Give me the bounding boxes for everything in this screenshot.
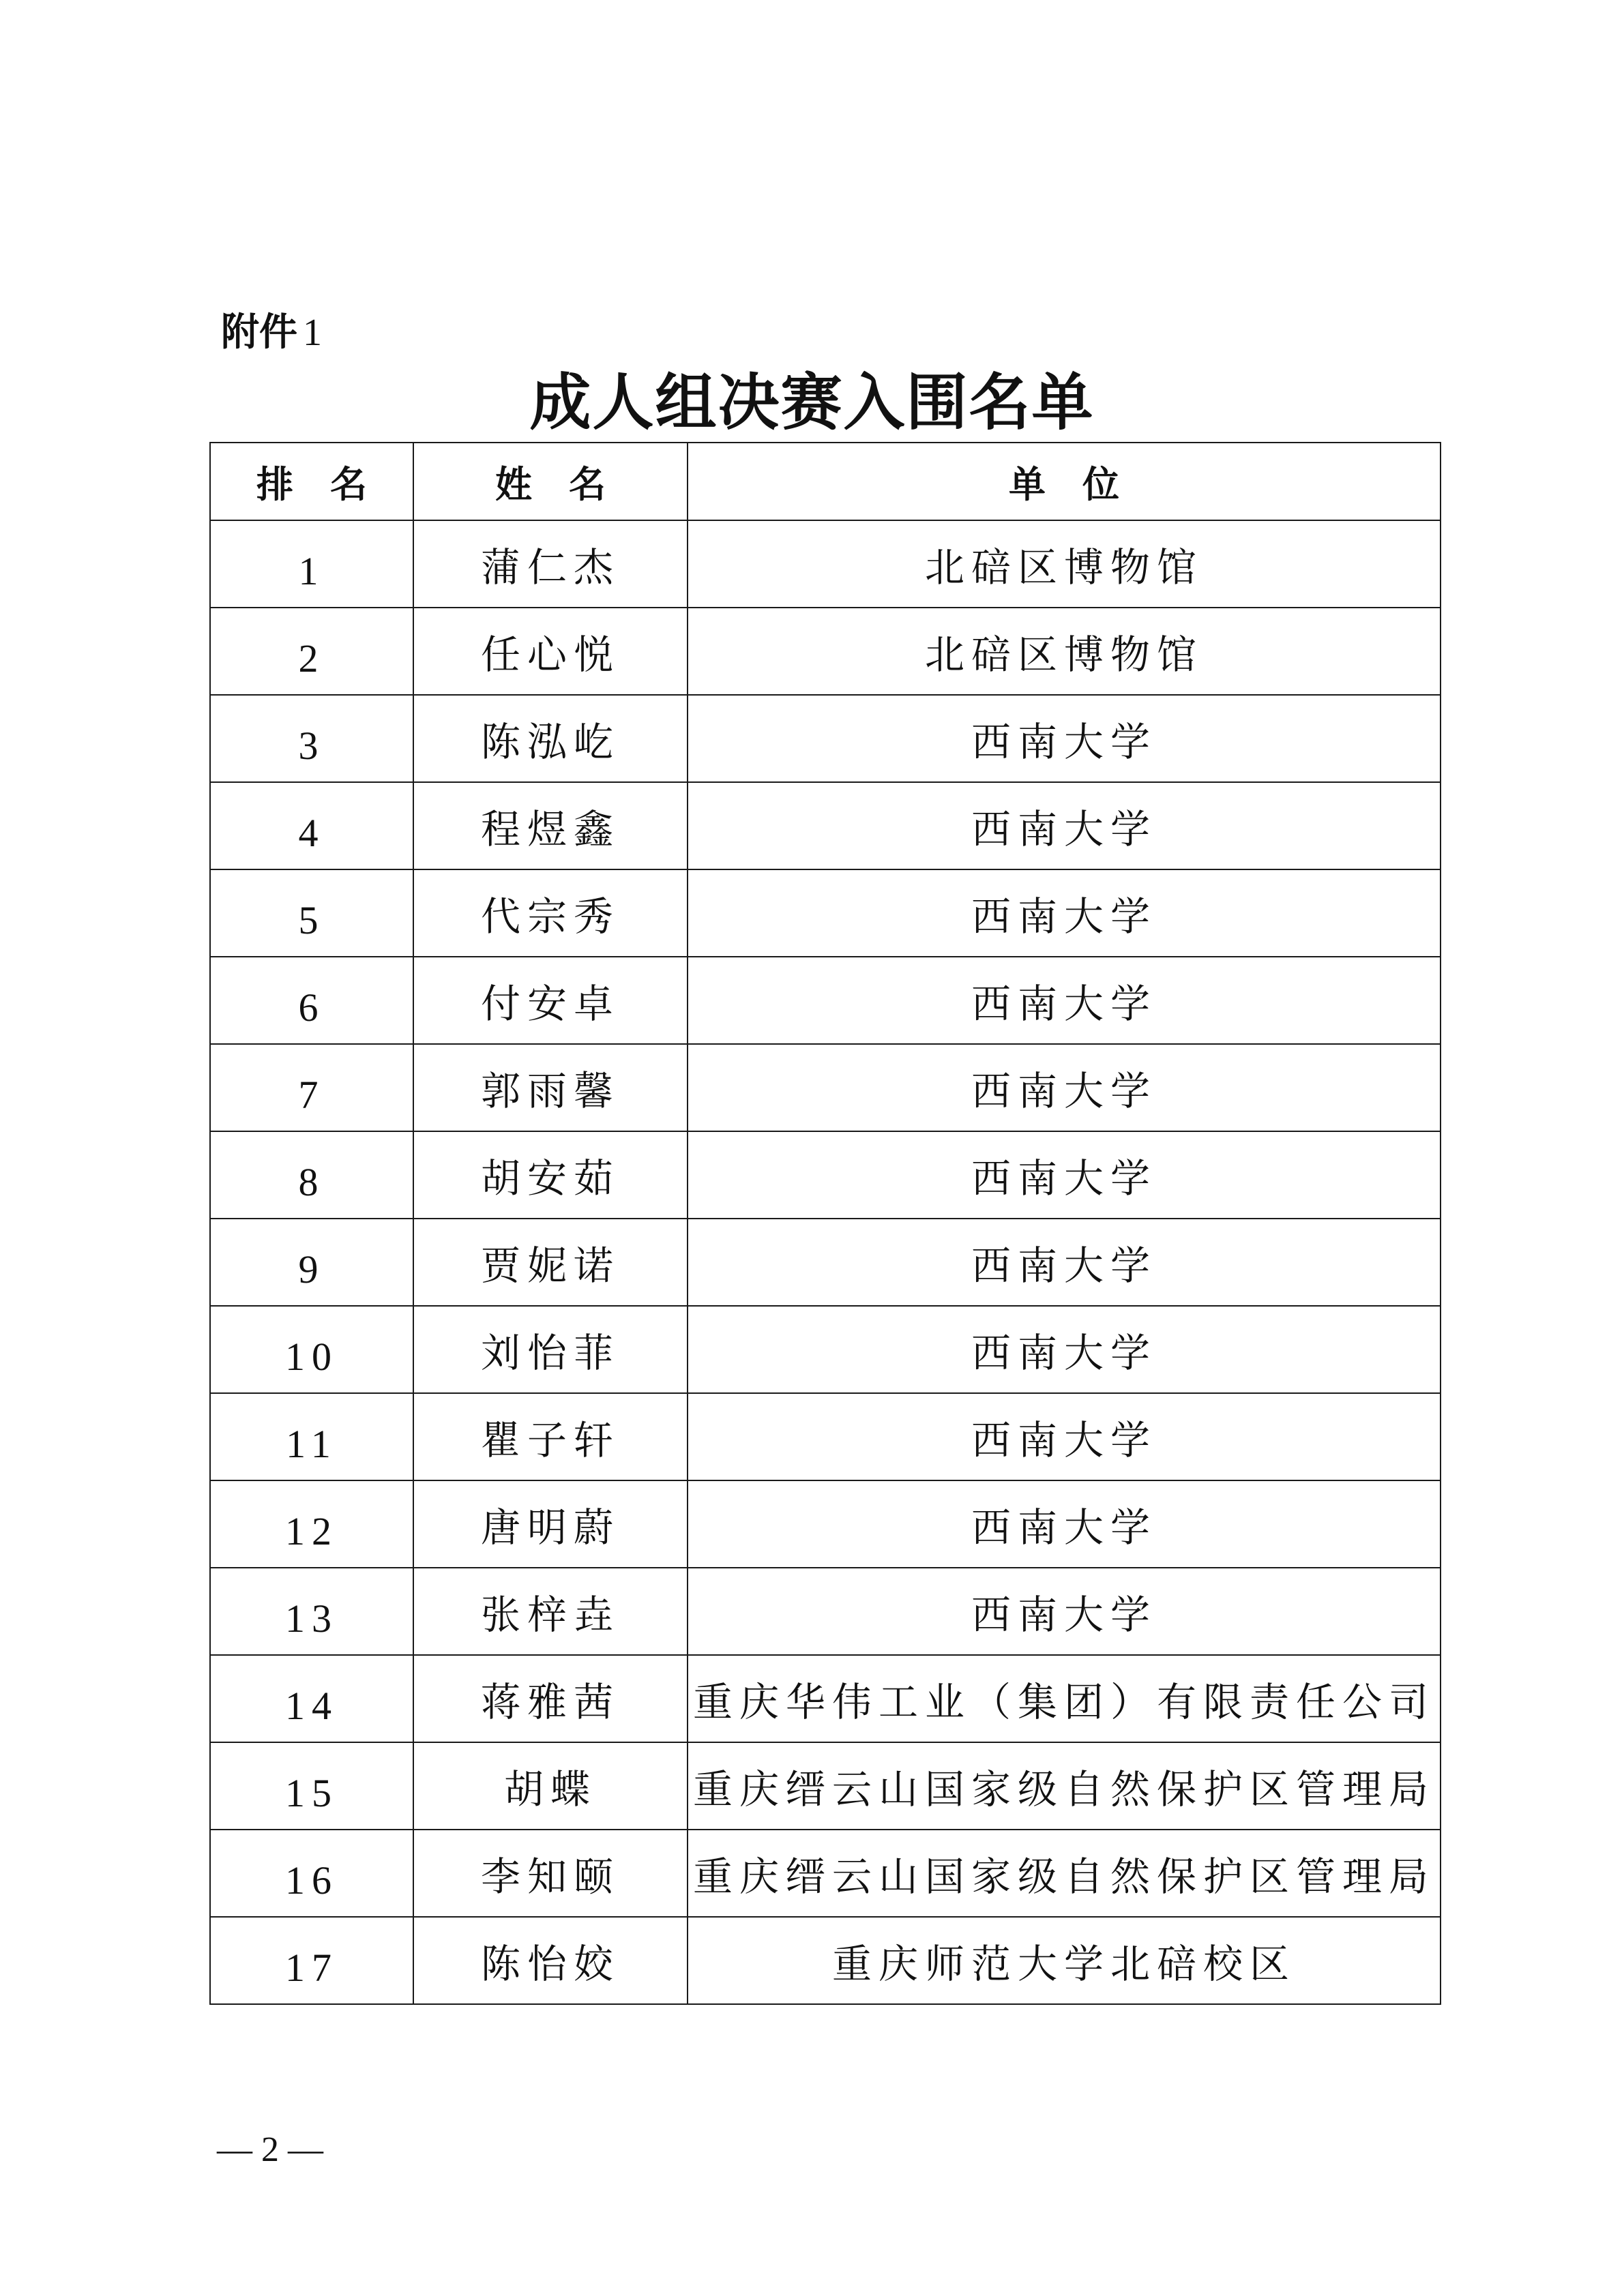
cell-rank: 16 [210, 1830, 413, 1917]
table-row [210, 1131, 1441, 1219]
attachment-number: 1 [303, 312, 322, 354]
header-name: 姓 名 [413, 443, 688, 520]
table-body [210, 520, 1441, 2004]
cell-rank: 14 [210, 1655, 413, 1742]
cell-rank: 9 [210, 1219, 413, 1306]
table-row [210, 695, 1441, 782]
cell-name: 蒲仁杰 [413, 520, 688, 608]
cell-rank: 12 [210, 1480, 413, 1568]
cell-unit: 北碚区博物馆 [688, 608, 1441, 695]
cell-rank: 7 [210, 1044, 413, 1131]
cell-unit: 西南大学 [688, 1393, 1441, 1480]
table-row [210, 1306, 1441, 1393]
cell-name: 程煜鑫 [413, 782, 688, 869]
header-unit: 单 位 [688, 443, 1441, 520]
table-row [210, 1219, 1441, 1306]
cell-name: 付安卓 [413, 957, 688, 1044]
table-row [210, 1830, 1441, 1917]
header-rank: 排 名 [210, 443, 413, 520]
table-row [210, 520, 1441, 608]
cell-unit: 北碚区博物馆 [688, 520, 1441, 608]
table-header [210, 443, 1441, 520]
cell-rank: 13 [210, 1568, 413, 1655]
cell-name: 张梓垚 [413, 1568, 688, 1655]
finalist-table [209, 442, 1441, 2005]
cell-name: 任心悦 [413, 608, 688, 695]
cell-name: 陈泓屹 [413, 695, 688, 782]
cell-name: 胡蝶 [413, 1742, 688, 1830]
cell-rank: 15 [210, 1742, 413, 1830]
cell-name: 李知颐 [413, 1830, 688, 1917]
cell-unit: 西南大学 [688, 1131, 1441, 1219]
cell-name: 郭雨馨 [413, 1044, 688, 1131]
cell-name: 唐明蔚 [413, 1480, 688, 1568]
table-row [210, 608, 1441, 695]
cell-unit: 西南大学 [688, 869, 1441, 957]
attachment-label-text: 附件 [221, 310, 297, 355]
cell-rank: 4 [210, 782, 413, 869]
table-row [210, 1655, 1441, 1742]
cell-rank: 5 [210, 869, 413, 957]
table-row [210, 1568, 1441, 1655]
table-row [210, 869, 1441, 957]
cell-rank: 1 [210, 520, 413, 608]
cell-unit: 西南大学 [688, 957, 1441, 1044]
cell-rank: 6 [210, 957, 413, 1044]
cell-rank: 10 [210, 1306, 413, 1393]
table-row [210, 782, 1441, 869]
cell-name: 胡安茹 [413, 1131, 688, 1219]
cell-unit: 重庆华伟工业（集团）有限责任公司 [688, 1655, 1441, 1742]
cell-unit: 重庆缙云山国家级自然保护区管理局 [688, 1830, 1441, 1917]
cell-name: 陈怡姣 [413, 1917, 688, 2004]
cell-unit: 西南大学 [688, 782, 1441, 869]
cell-rank: 8 [210, 1131, 413, 1219]
cell-name: 蒋雅茜 [413, 1655, 688, 1742]
cell-rank: 2 [210, 608, 413, 695]
cell-unit: 西南大学 [688, 1306, 1441, 1393]
cell-name: 贾妮诺 [413, 1219, 688, 1306]
cell-unit: 重庆缙云山国家级自然保护区管理局 [688, 1742, 1441, 1830]
cell-name: 刘怡菲 [413, 1306, 688, 1393]
table-row [210, 1044, 1441, 1131]
cell-unit: 西南大学 [688, 1480, 1441, 1568]
cell-rank: 11 [210, 1393, 413, 1480]
table-header-row [210, 443, 1441, 520]
page-number: — 2 — [217, 2130, 323, 2169]
table-row [210, 1480, 1441, 1568]
cell-unit: 西南大学 [688, 1219, 1441, 1306]
table-row [210, 957, 1441, 1044]
table-row [210, 1742, 1441, 1830]
cell-unit: 西南大学 [688, 1044, 1441, 1131]
cell-rank: 3 [210, 695, 413, 782]
cell-unit: 西南大学 [688, 695, 1441, 782]
cell-unit: 重庆师范大学北碚校区 [688, 1917, 1441, 2004]
table-row [210, 1393, 1441, 1480]
page-title: 成人组决赛入围名单 [529, 366, 1095, 438]
cell-name: 瞿子轩 [413, 1393, 688, 1480]
table-row [210, 1917, 1441, 2004]
cell-unit: 西南大学 [688, 1568, 1441, 1655]
cell-name: 代宗秀 [413, 869, 688, 957]
cell-rank: 17 [210, 1917, 413, 2004]
attachment-label [221, 305, 322, 360]
